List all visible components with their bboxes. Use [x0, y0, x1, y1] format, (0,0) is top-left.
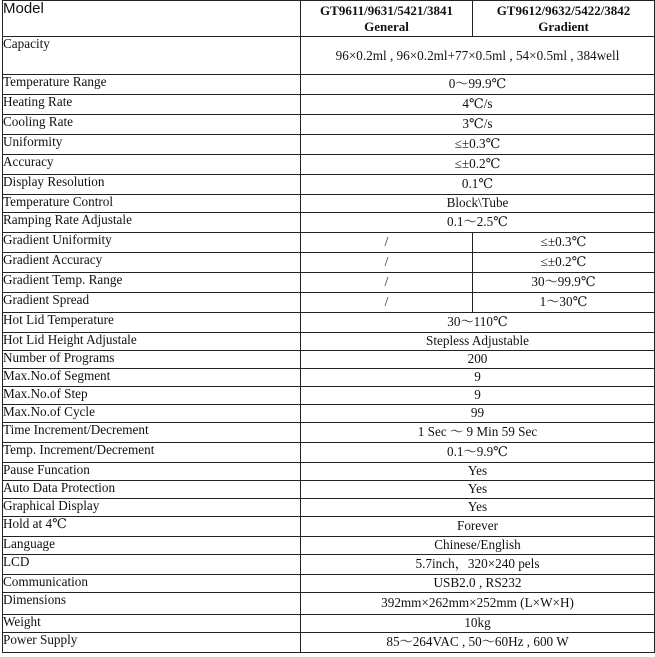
- spec-value: 3℃/s: [301, 115, 655, 135]
- table-row: [3, 633, 655, 653]
- spec-value: 96×0.2ml , 96×0.2ml+77×0.5ml , 54×0.5ml , 384well: [301, 37, 655, 75]
- table-row: [3, 293, 655, 313]
- spec-label: Communication: [3, 575, 301, 593]
- table-row: [3, 405, 655, 423]
- table-row: [3, 313, 655, 333]
- table-row: [3, 273, 655, 293]
- spec-label: Accuracy: [3, 155, 301, 175]
- spec-value-general: /: [301, 233, 473, 253]
- spec-label: Gradient Temp. Range: [3, 273, 301, 293]
- spec-value: USB2.0 , RS232: [301, 575, 655, 593]
- table-row: [3, 463, 655, 481]
- table-row: [3, 135, 655, 155]
- table-row: [3, 423, 655, 443]
- spec-value: Yes: [301, 481, 655, 499]
- table-row: [3, 195, 655, 213]
- table-row: [3, 555, 655, 575]
- spec-label: Uniformity: [3, 135, 301, 155]
- spec-label: Number of Programs: [3, 351, 301, 369]
- spec-value: 1 Sec ～ 9 Min 59 Sec: [301, 423, 655, 443]
- spec-value-gradient: ≤±0.2℃: [473, 253, 655, 273]
- spec-label: Ramping Rate Adjustale: [3, 213, 301, 233]
- spec-label: Temp. Increment/Decrement: [3, 443, 301, 463]
- spec-label: Dimensions: [3, 593, 301, 615]
- spec-label: Language: [3, 537, 301, 555]
- spec-label: Auto Data Protection: [3, 481, 301, 499]
- spec-label: Heating Rate: [3, 95, 301, 115]
- spec-label: Weight: [3, 615, 301, 633]
- spec-value-gradient: 1～30℃: [473, 293, 655, 313]
- spec-label: Time Increment/Decrement: [3, 423, 301, 443]
- table-row: [3, 95, 655, 115]
- spec-label: Max.No.of Segment: [3, 369, 301, 387]
- spec-value: 99: [301, 405, 655, 423]
- spec-label: Display Resolution: [3, 175, 301, 195]
- spec-value: ≤±0.2℃: [301, 155, 655, 175]
- spec-label: Gradient Spread: [3, 293, 301, 313]
- spec-value: 30～110℃: [301, 313, 655, 333]
- spec-value-general: /: [301, 273, 473, 293]
- spec-value-general: /: [301, 253, 473, 273]
- gradient-model-type: Gradient: [538, 18, 589, 34]
- spec-value: 9: [301, 387, 655, 405]
- table-row: [3, 517, 655, 537]
- spec-value: Yes: [301, 463, 655, 481]
- spec-value: Yes: [301, 499, 655, 517]
- table-row: [3, 387, 655, 405]
- spec-label: Gradient Accuracy: [3, 253, 301, 273]
- table-row: [3, 155, 655, 175]
- spec-value: 10kg: [301, 615, 655, 633]
- table-row: [3, 499, 655, 517]
- table-row: [3, 481, 655, 499]
- spec-value: 5.7inch，320×240 pels: [301, 555, 655, 575]
- spec-value: 0.1℃: [301, 175, 655, 195]
- spec-value: 392mm×262mm×252mm (L×W×H): [301, 593, 655, 615]
- header-row: [3, 1, 655, 37]
- spec-label: Hot Lid Temperature: [3, 313, 301, 333]
- table-row: [3, 593, 655, 615]
- table-row: [3, 253, 655, 273]
- table-row: [3, 75, 655, 95]
- spec-label: Gradient Uniformity: [3, 233, 301, 253]
- model-header-label: Model: [3, 1, 301, 37]
- table-row: [3, 233, 655, 253]
- spec-value-gradient: 30～99.9℃: [473, 273, 655, 293]
- general-model-type: General: [364, 18, 409, 34]
- spec-value-general: /: [301, 293, 473, 313]
- spec-value: 85～264VAC , 50～60Hz , 600 W: [301, 633, 655, 653]
- spec-label: Temperature Range: [3, 75, 301, 95]
- table-row: [3, 37, 655, 75]
- spec-value: ≤±0.3℃: [301, 135, 655, 155]
- table-row: [3, 333, 655, 351]
- table-row: [3, 615, 655, 633]
- spec-value: 0～99.9℃: [301, 75, 655, 95]
- table-row: [3, 351, 655, 369]
- spec-label: Hold at 4℃: [3, 517, 301, 537]
- spec-value: Forever: [301, 517, 655, 537]
- spec-value: 0.1～9.9℃: [301, 443, 655, 463]
- spec-label: Max.No.of Step: [3, 387, 301, 405]
- spec-value: Block\Tube: [301, 195, 655, 213]
- gradient-model-header: [473, 1, 655, 37]
- table-row: [3, 537, 655, 555]
- spec-label: Pause Funcation: [3, 463, 301, 481]
- spec-label: Hot Lid Height Adjustale: [3, 333, 301, 351]
- spec-label: Power Supply: [3, 633, 301, 653]
- spec-value: 4℃/s: [301, 95, 655, 115]
- spec-value: Stepless Adjustable: [301, 333, 655, 351]
- spec-label: Temperature Control: [3, 195, 301, 213]
- table-row: [3, 443, 655, 463]
- table-row: [3, 369, 655, 387]
- spec-table: [2, 0, 655, 653]
- table-row: [3, 213, 655, 233]
- table-row: [3, 575, 655, 593]
- spec-table-body: [3, 37, 655, 653]
- spec-value: 200: [301, 351, 655, 369]
- spec-label: Cooling Rate: [3, 115, 301, 135]
- spec-label: Max.No.of Cycle: [3, 405, 301, 423]
- gradient-model-numbers: GT9612/9632/5422/3842: [496, 3, 631, 19]
- general-model-numbers: GT9611/9631/5421/3841: [320, 3, 453, 19]
- general-model-header: [301, 1, 473, 37]
- table-row: [3, 175, 655, 195]
- spec-label: LCD: [3, 555, 301, 575]
- table-row: [3, 115, 655, 135]
- spec-value: 0.1～2.5℃: [301, 213, 655, 233]
- spec-value-gradient: ≤±0.3℃: [473, 233, 655, 253]
- spec-label: Capacity: [3, 37, 301, 75]
- spec-value: 9: [301, 369, 655, 387]
- spec-label: Graphical Display: [3, 499, 301, 517]
- spec-value: Chinese/English: [301, 537, 655, 555]
